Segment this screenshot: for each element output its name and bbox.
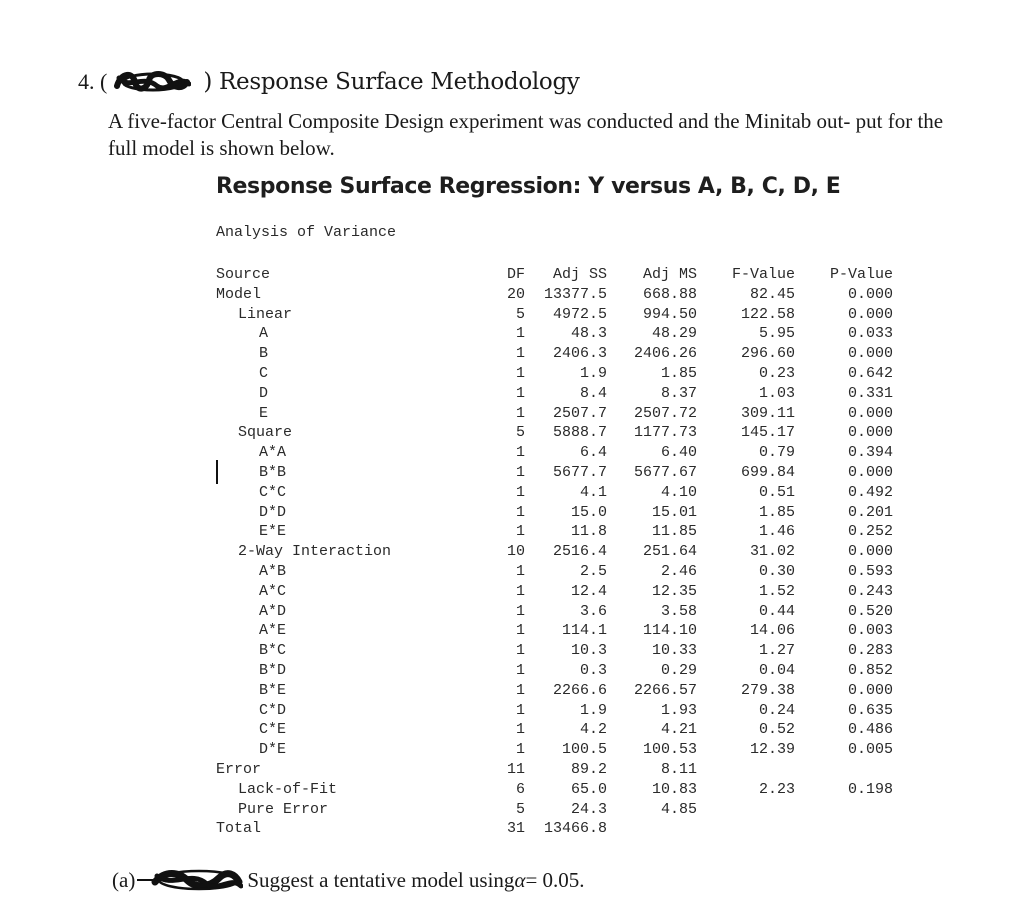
cell-df: 6: [515, 780, 525, 798]
cell-df: 5: [515, 305, 525, 323]
cell-adj-ms: 2406.26: [633, 345, 697, 363]
cell-source: B*C: [259, 642, 287, 660]
anova-row: [216, 305, 893, 325]
cell-p-value: 0.005: [847, 741, 893, 759]
cell-source: A*E: [259, 622, 287, 640]
cell-adj-ms: 12.35: [651, 582, 697, 600]
cell-f-value: 0.04: [758, 661, 795, 679]
anova-row: [216, 621, 893, 641]
cell-adj-ss: 1.9: [579, 364, 607, 382]
redacted-scribble-icon: [135, 866, 243, 894]
cell-source: C*D: [259, 701, 287, 719]
cell-df: 1: [515, 681, 525, 699]
cell-p-value: 0.000: [847, 424, 893, 442]
cell-p-value: 0.000: [847, 285, 893, 303]
cell-source: A*D: [259, 602, 287, 620]
cell-source: D: [259, 384, 269, 402]
anova-body: [216, 285, 893, 839]
anova-row: [216, 324, 893, 344]
cell-adj-ss: 65.0: [570, 780, 607, 798]
anova-row: [216, 800, 893, 820]
cell-df: 1: [515, 562, 525, 580]
cell-source: B*D: [259, 661, 287, 679]
cell-df: 1: [515, 503, 525, 521]
cell-p-value: [795, 760, 893, 780]
cell-adj-ms: 0.29: [660, 661, 697, 679]
cell-source: E: [259, 404, 269, 422]
cell-adj-ms: 2266.57: [633, 681, 697, 699]
cell-f-value: [697, 800, 795, 820]
cell-adj-ss: 2406.3: [552, 345, 607, 363]
cell-adj-ss: 24.3: [570, 800, 607, 818]
anova-table: [216, 265, 893, 839]
cell-f-value: 0.30: [758, 562, 795, 580]
cell-p-value: 0.000: [847, 543, 893, 561]
cell-adj-ss: 6.4: [579, 444, 607, 462]
header-f-value: F-Value: [731, 266, 795, 283]
cell-f-value: 279.38: [740, 681, 795, 699]
cell-df: 1: [515, 523, 525, 541]
cell-adj-ss: 1.9: [579, 701, 607, 719]
cell-f-value: [697, 819, 795, 839]
cell-source: A*B: [259, 562, 287, 580]
cell-adj-ss: 11.8: [570, 523, 607, 541]
cell-p-value: 0.492: [847, 483, 893, 501]
cell-adj-ss: 13466.8: [543, 820, 607, 838]
cell-source: Error: [216, 760, 262, 778]
cell-adj-ss: 3.6: [579, 602, 607, 620]
cell-f-value: 14.06: [749, 622, 795, 640]
output-title: Response Surface Regression: Y versus A, B, C, D, E: [216, 174, 841, 199]
anova-row: [216, 602, 893, 622]
header-adj-ms: Adj MS: [642, 266, 697, 283]
anova-row: [216, 582, 893, 602]
cell-p-value: 0.852: [847, 661, 893, 679]
cell-df: 1: [515, 404, 525, 422]
cell-f-value: 1.03: [758, 384, 795, 402]
cell-adj-ss: 2266.6: [552, 681, 607, 699]
anova-row: [216, 542, 893, 562]
cell-f-value: 82.45: [749, 285, 795, 303]
anova-header-row: [216, 265, 893, 285]
anova-row: [216, 562, 893, 582]
cell-f-value: 0.51: [758, 483, 795, 501]
anova-row: [216, 522, 893, 542]
anova-row: [216, 344, 893, 364]
cell-source: B: [259, 345, 269, 363]
problem-title: ) Response Surface Methodology: [203, 69, 580, 95]
cell-p-value: 0.033: [847, 325, 893, 343]
cell-source: D*D: [259, 503, 287, 521]
cell-source: Pure Error: [238, 800, 329, 818]
cell-adj-ms: 15.01: [651, 503, 697, 521]
header-p-value: P-Value: [829, 266, 893, 283]
cell-p-value: 0.252: [847, 523, 893, 541]
cell-adj-ms: 4.10: [660, 483, 697, 501]
cell-df: 31: [506, 820, 525, 838]
cell-adj-ms: 114.10: [642, 622, 697, 640]
cell-f-value: 12.39: [749, 741, 795, 759]
alpha-symbol: α: [514, 867, 526, 892]
anova-row: [216, 384, 893, 404]
cell-adj-ss: 13377.5: [543, 285, 607, 303]
cell-adj-ms: 1.93: [660, 701, 697, 719]
cell-adj-ss: 12.4: [570, 582, 607, 600]
cell-df: 1: [515, 384, 525, 402]
anova-row: [216, 423, 893, 443]
cell-adj-ms: 4.85: [660, 800, 697, 818]
cell-adj-ss: 114.1: [561, 622, 607, 640]
cell-adj-ss: 4.2: [579, 721, 607, 739]
cell-adj-ms: 8.11: [660, 760, 697, 778]
cell-df: 1: [515, 444, 525, 462]
cell-p-value: 0.635: [847, 701, 893, 719]
cell-adj-ss: 0.3: [579, 661, 607, 679]
cell-f-value: 0.24: [758, 701, 795, 719]
cell-source: 2-Way Interaction: [238, 543, 392, 561]
cell-df: 5: [515, 800, 525, 818]
cell-f-value: 145.17: [740, 424, 795, 442]
cell-p-value: 0.394: [847, 444, 893, 462]
cell-f-value: 0.44: [758, 602, 795, 620]
cell-p-value: 0.331: [847, 384, 893, 402]
cell-adj-ms: 994.50: [642, 305, 697, 323]
subpart-label: (a): [112, 867, 136, 892]
anova-row: [216, 443, 893, 463]
anova-row: [216, 681, 893, 701]
header-adj-ss: Adj SS: [552, 266, 607, 283]
header-source: Source: [216, 266, 271, 283]
cell-df: 1: [515, 622, 525, 640]
cell-adj-ms: 1177.73: [633, 424, 697, 442]
anova-row: [216, 285, 893, 305]
subpart-text-after: = 0.05.: [525, 867, 585, 892]
cell-source: Total: [216, 820, 262, 838]
anova-row: [216, 463, 893, 483]
cell-p-value: 0.000: [847, 681, 893, 699]
cell-adj-ms: [607, 819, 697, 839]
cell-f-value: 1.52: [758, 582, 795, 600]
cell-adj-ss: 48.3: [570, 325, 607, 343]
header-df: DF: [506, 266, 525, 283]
cell-adj-ms: 668.88: [642, 285, 697, 303]
cell-adj-ms: 8.37: [660, 384, 697, 402]
cell-f-value: 0.23: [758, 364, 795, 382]
cell-adj-ms: 100.53: [642, 741, 697, 759]
redacted-scribble-icon: [113, 68, 191, 96]
cell-p-value: 0.486: [847, 721, 893, 739]
cell-adj-ss: 10.3: [570, 642, 607, 660]
cell-adj-ss: 100.5: [561, 741, 607, 759]
cell-adj-ms: 2507.72: [633, 404, 697, 422]
cell-df: 1: [515, 721, 525, 739]
cell-adj-ms: 1.85: [660, 364, 697, 382]
cell-df: 1: [515, 364, 525, 382]
cell-f-value: 296.60: [740, 345, 795, 363]
cell-df: 11: [506, 760, 525, 778]
cell-source: A*C: [259, 582, 287, 600]
cell-source: C: [259, 364, 269, 382]
cell-p-value: 0.593: [847, 562, 893, 580]
cell-source: Lack-of-Fit: [238, 780, 338, 798]
cell-adj-ms: 6.40: [660, 444, 697, 462]
problem-heading: [78, 66, 580, 98]
cell-adj-ss: 8.4: [579, 384, 607, 402]
cell-df: 20: [506, 285, 525, 303]
cell-f-value: 5.95: [758, 325, 795, 343]
cell-adj-ss: 5677.7: [552, 463, 607, 481]
cell-df: 1: [515, 661, 525, 679]
cell-adj-ms: 48.29: [651, 325, 697, 343]
cell-source: A*A: [259, 444, 287, 462]
cell-adj-ms: 3.58: [660, 602, 697, 620]
cell-p-value: 0.003: [847, 622, 893, 640]
cell-adj-ss: 2507.7: [552, 404, 607, 422]
cell-p-value: 0.201: [847, 503, 893, 521]
problem-number: 4. (: [78, 69, 108, 94]
subpart-a: [112, 864, 585, 896]
cell-f-value: 2.23: [758, 780, 795, 798]
cell-f-value: 122.58: [740, 305, 795, 323]
anova-section-label: Analysis of Variance: [216, 224, 397, 241]
cell-p-value: 0.642: [847, 364, 893, 382]
cell-adj-ms: 5677.67: [633, 463, 697, 481]
cell-adj-ss: 2.5: [579, 562, 607, 580]
cell-adj-ss: 2516.4: [552, 543, 607, 561]
anova-row: [216, 760, 893, 780]
cell-df: 5: [515, 424, 525, 442]
cell-source: Model: [216, 285, 262, 303]
cell-f-value: 31.02: [749, 543, 795, 561]
cell-f-value: 1.85: [758, 503, 795, 521]
cell-p-value: 0.000: [847, 345, 893, 363]
cell-f-value: 0.79: [758, 444, 795, 462]
cell-p-value: 0.000: [847, 305, 893, 323]
cell-adj-ss: 89.2: [570, 760, 607, 778]
cell-adj-ss: 15.0: [570, 503, 607, 521]
anova-row: [216, 483, 893, 503]
cell-f-value: [697, 760, 795, 780]
anova-row: [216, 701, 893, 721]
cell-source: B*E: [259, 681, 287, 699]
cell-adj-ms: 11.85: [651, 523, 697, 541]
cell-adj-ss: 4.1: [579, 483, 607, 501]
cell-p-value: 0.283: [847, 642, 893, 660]
anova-row: [216, 503, 893, 523]
anova-row: [216, 740, 893, 760]
cell-adj-ms: 251.64: [642, 543, 697, 561]
cell-df: 10: [506, 543, 525, 561]
cell-adj-ms: 2.46: [660, 562, 697, 580]
cell-p-value: [795, 819, 893, 839]
cell-f-value: 0.52: [758, 721, 795, 739]
cell-source: C*C: [259, 483, 287, 501]
cell-source: Square: [238, 424, 293, 442]
cell-f-value: 309.11: [740, 404, 795, 422]
cell-adj-ms: 4.21: [660, 721, 697, 739]
cell-source: E*E: [259, 523, 287, 541]
cell-df: 1: [515, 345, 525, 363]
anova-row: [216, 641, 893, 661]
cell-source: Linear: [238, 305, 293, 323]
cell-p-value: [795, 800, 893, 820]
cell-p-value: 0.243: [847, 582, 893, 600]
text-cursor-mark: [216, 460, 218, 484]
anova-row: [216, 720, 893, 740]
cell-df: 1: [515, 582, 525, 600]
cell-df: 1: [515, 483, 525, 501]
cell-adj-ss: 4972.5: [552, 305, 607, 323]
cell-adj-ms: 10.33: [651, 642, 697, 660]
cell-df: 1: [515, 325, 525, 343]
cell-df: 1: [515, 741, 525, 759]
cell-f-value: 699.84: [740, 463, 795, 481]
cell-f-value: 1.46: [758, 523, 795, 541]
anova-row: [216, 404, 893, 424]
subpart-text-before: Suggest a tentative model using: [247, 867, 515, 892]
cell-p-value: 0.000: [847, 463, 893, 481]
problem-intro: A five-factor Central Composite Design experiment was conducted and the Minitab out- put for the full model is shown below.: [108, 109, 944, 160]
anova-row: [216, 661, 893, 681]
cell-p-value: 0.198: [847, 780, 893, 798]
anova-row: [216, 780, 893, 800]
cell-adj-ss: 5888.7: [552, 424, 607, 442]
cell-df: 1: [515, 642, 525, 660]
cell-source: D*E: [259, 741, 287, 759]
cell-adj-ms: 10.83: [651, 780, 697, 798]
cell-p-value: 0.000: [847, 404, 893, 422]
cell-source: B*B: [259, 463, 287, 481]
cell-df: 1: [515, 602, 525, 620]
anova-row: [216, 364, 893, 384]
cell-f-value: 1.27: [758, 642, 795, 660]
cell-source: C*E: [259, 721, 287, 739]
cell-df: 1: [515, 701, 525, 719]
anova-row: [216, 819, 893, 839]
cell-p-value: 0.520: [847, 602, 893, 620]
cell-source: A: [259, 325, 269, 343]
cell-df: 1: [515, 463, 525, 481]
